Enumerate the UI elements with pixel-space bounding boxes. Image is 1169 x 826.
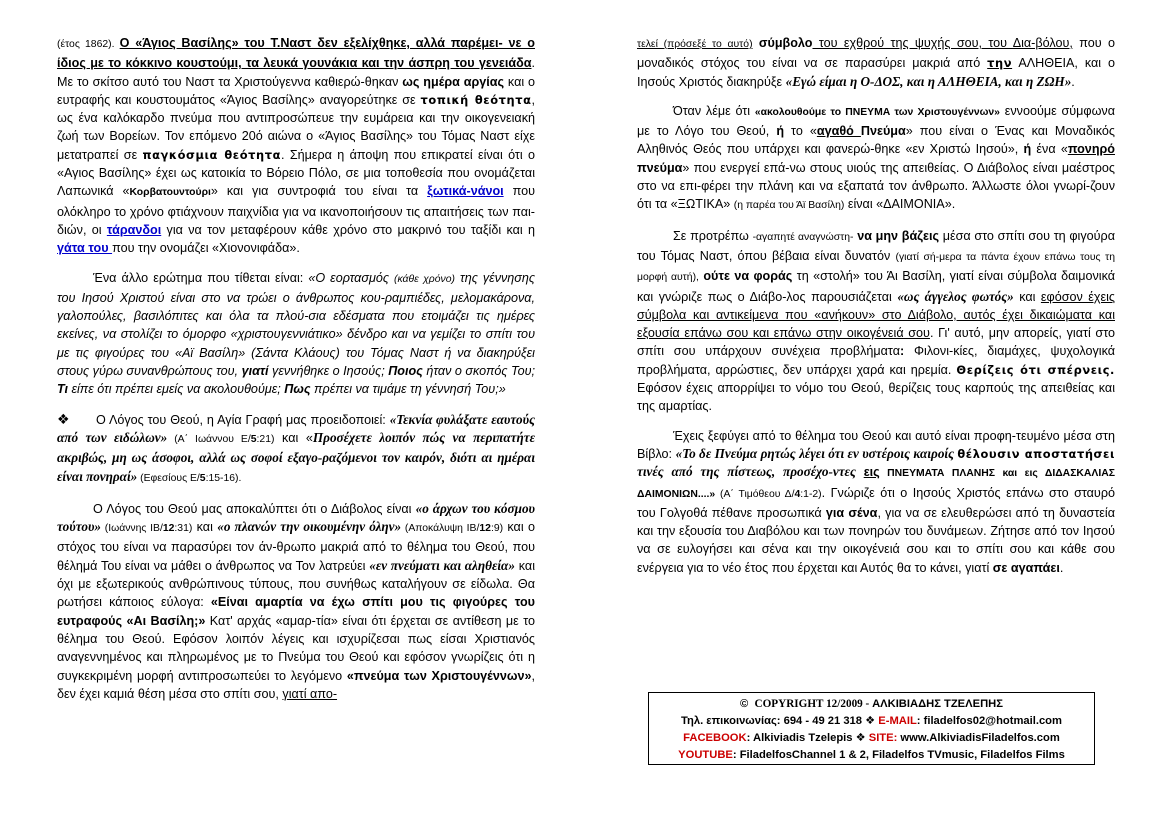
text: και όχι με εξωτερικούς ανθρώπινους τύπους, που συνήθως καταλήγουν σε είδωλα. Θα ρωτήσει κάποιος εύλογα: [57, 558, 535, 610]
text: (η παρέα του Άϊ Βασίλη) [733, 200, 845, 212]
text: «πνεύμα των Χριστουγέννων» [346, 668, 532, 683]
text: και ο ευτραφής και κουστουμάτος «Άγιος Βασίλης» αναγορεύτηκε σε [57, 74, 535, 107]
social-line [649, 730, 1094, 747]
right-column [637, 34, 1115, 577]
text: :9) [490, 523, 504, 535]
text: για σένα [825, 505, 878, 520]
site-link[interactable]: www.AlkiviadisFiladelfos.com [897, 732, 1060, 744]
text: σε αγαπάει [992, 560, 1060, 575]
text: :31) [174, 523, 193, 535]
text: (έτος 1862). [57, 39, 120, 50]
text: γιατί [241, 364, 269, 379]
text: :21) [256, 433, 275, 445]
text: τη «στολή» του Άι Βασίλη, γιατί είναι σύμβολα δαιμονικά και γνώριζε πως ο Διάβο-λος παρουσιάζεται [637, 269, 1116, 304]
text: ούτε να φοράς [703, 269, 793, 284]
text: » και για συντροφιά του είναι τα [210, 184, 428, 199]
text: να μην βάζεις [857, 228, 940, 243]
text: θέλουσιν αποστατήσει [957, 446, 1115, 461]
text: Εφόσον έχεις απορρίψει το νόμο του Θεού, θερίζεις τους καρπούς της απειθείας και της αμαρτίας. [637, 381, 1115, 414]
text: «Ο εορτασμός [308, 270, 395, 285]
text: Σε προτρέπω [673, 228, 753, 243]
text: τελεί (πρόσεξέ το αυτό) [637, 39, 753, 50]
text: 5 [250, 433, 257, 445]
text: -αγαπητέ αναγνώστη- [752, 231, 854, 243]
text: Όταν λέμε ότι [673, 103, 755, 118]
text: εννοούμε σύμφωνα με το Λόγο του Θεού, [637, 103, 1116, 139]
author-name: ΑΛΚΙΒΙΑΔΗΣ ΤΖΕΛΕΠΗΣ [872, 698, 1003, 710]
text: για να τον μεταφέρουν κάθε χρόνο στο μακρινό του ταξίδι και η [161, 222, 535, 237]
youtube-label: YOUTUBE [678, 749, 733, 761]
text: εφόσον έχεις σύμβολα και αντικείμενα που «ανήκουν» στο Διάβολο, αυτός έχει δικαιώματα και εξουσία επάνω σου και επάνω στην οικογένειά σου [637, 289, 1115, 341]
text: γεννήθηκε ο Ιησούς; [268, 364, 389, 379]
text: ήταν ο σκοπός Του; [422, 364, 535, 379]
text: πρέπει να τιμάμε τη γέννησή Του;» [310, 382, 506, 397]
text: 12 [479, 523, 491, 535]
text: Πως [284, 382, 311, 397]
text: πνεύμα [637, 160, 683, 175]
text: » που ενεργεί επά-νω στους υιούς της απειθείας. Ο Διάβολος είναι μαέστρος στο να επι-φέρει την πλάνη και να εξαπατά τον άνθρωπο. Άλλωστε όλοι γνωρί-ζουν ότι τα «ΞΩΤΙΚΑ» [637, 160, 1115, 212]
text: Θερίζεις ότι σπέρνεις. [956, 362, 1115, 377]
text: «ο άρχων του κόσμου τούτου» [57, 500, 535, 535]
text: «εν πνεύματι και αληθεία» [369, 557, 515, 573]
text: που ολόκληρο το χρόνο φτιάχνουν παιχνίδια για να ικανοποιήσουν τις απαιτήσεις των παι-διών, οι [57, 184, 536, 237]
text: 4 [794, 488, 801, 500]
text: παγκόσμια θεότητα [142, 147, 281, 162]
text: (Εφεσίους Ε/ [137, 472, 200, 484]
text: που την ονομάζει «Χιονονιφάδα». [112, 241, 300, 256]
text: Τι [57, 382, 68, 397]
text: και [192, 520, 218, 535]
left-column [57, 34, 535, 703]
text: σύμβολο [758, 36, 813, 50]
right-paragraph-3 [637, 227, 1115, 416]
right-paragraph-1 [637, 34, 1115, 91]
text: , για να σε ελευθερώσει από τη δυναστεία και την εξουσία του Διαβόλου και των πονηρών του δυνάμεων. Ζήτησε από τον Ιησού να σε ευλογήσει και σένα και την οικογένειά σου και το σπίτι σου και κάθε σου ενέργεια για το νέο έτος που έρχεται και Αυτός θα το κάνει, γιατί [637, 505, 1115, 575]
email-label: E-MAIL [878, 715, 917, 727]
text: (Ιωάννης ΙΒ/ [101, 523, 163, 535]
text: πονηρό [1067, 142, 1115, 157]
text: ένα « [1031, 142, 1068, 157]
text: της γέννησης του Ιησού Χριστού είναι στο να τρώει ο άνθρωπος κου-ραμπιέδες, μελομακάρονα, γαλοπούλες, βασιλόπιτες και όλα τα πλού-σια εδέσματα που ετοιμάζει τις ημέρες εκείνες, να στολίζει το όμορφο «χριστουγεννιάτικο» δένδρο και να γεμίζει το σπίτι του με τις φιγούρες του «Αϊ Βασίλη» (Σάντα Κλάους) του Τόμας Ναστ ή να διακηρύξει στους γύρω συνανθρώπους του, [57, 270, 535, 379]
tarandoi-link[interactable]: τάρανδοι [106, 222, 162, 237]
text: :1-2) [800, 488, 822, 500]
copyright-text: COPYRIGHT 12/2009 - [754, 698, 873, 710]
text: Προσέχετε λοιπόν πώς να περιπατήτε ακριβώς, μη ως άσοφοι, αλλά ως σοφοί εξαγο-ραζόμενοι τον καιρόν, διότι αι ημέραι είναι πονηραί» [57, 429, 535, 484]
text: Ο «Άγιος Βασίλης» του Τ.Ναστ δεν εξελίχθηκε, αλλά παρέμει- νε ο ίδιος με το κόκκινο κουστούμι, τα λευκά γουνάκια και την άσπρη του γενειάδα [57, 36, 535, 71]
text: . Με το σκίτσο αυτό του Ναστ τα Χριστούγεννα καθιερώ-θηκαν [57, 56, 535, 89]
text: είπε ότι πρέπει εμείς να ακολουθούμε; [67, 382, 285, 397]
text: μέσα στο σπίτι σου τη φιγούρα του Τόμας Ναστ, όπου βέβαια είναι δυνατόν [637, 228, 1115, 263]
text: (κάθε χρόνο) [394, 273, 455, 285]
text: ΠΝΕΥΜΑΤΑ ΠΛΑΝΗΣ και εις ΔΙΔΑΣΚΑΛΙΑΣ ΔΑΙΜΟΝΙΩΝ....» [637, 468, 1115, 500]
text: Ο Λόγος του Θεού μας αποκαλύπτει ότι ο Διάβολος είναι [93, 501, 416, 516]
diamond-separator-icon: ❖ [855, 732, 866, 744]
text: Κορβατουντούρι [129, 187, 211, 199]
text: Ένα άλλο ερώτημα που τίθεται είναι: [93, 270, 309, 285]
xotika-link[interactable]: ξωτικά-νάνοι [427, 184, 504, 199]
text: ως ημέρα αργίας [402, 74, 505, 89]
site-label: SITE: [868, 732, 898, 744]
text: «Εγώ είμαι η Ο-ΔΟΣ, και η ΑΛΗΘΕΙΑ, και η ΖΩΗ» [785, 73, 1072, 89]
text: Ο Λόγος του Θεού, η Αγία Γραφή μας προειδοποιεί: [95, 412, 390, 427]
text: τοπική θεότητα [420, 92, 532, 107]
text: (Α΄ Ιωάννου Ε/ [167, 433, 251, 445]
diamond-bullet-icon: ❖ [57, 411, 70, 428]
copyright-icon: © [740, 698, 749, 710]
contact-line [649, 713, 1094, 730]
text: (Αποκάλυψη ΙΒ/ [401, 523, 480, 535]
text: , δεν έχει καμιά θέση μέσα στο σπίτι σου, [57, 668, 535, 701]
text: » που είναι ο Ένας και Μοναδικός Αληθινός Θεός που υπάρχει και φανερώ-θηκε «εν Χριστώ Ιησού», [637, 124, 1115, 157]
text: «ως άγγελος φωτός» [897, 288, 1014, 304]
youtube-channels[interactable]: : FiladelfosChannel 1 & 2, Filadelfos TVmusic, Filadelfos Films [732, 749, 1065, 761]
text: αγαθό [816, 124, 861, 139]
email-link[interactable]: : filadelfos02@hotmail.com [916, 715, 1062, 727]
text: . Γνώριζε ότι ο Ιησούς Χριστός επάνω στο σταυρό του Γολγοθά πέθανε προσωπικά [637, 485, 1115, 520]
text: και [1013, 289, 1041, 304]
text: ΑΛΗΘΕΙΑ, και ο Ιησούς Χριστός διακηρύξε [637, 56, 1116, 89]
text: 12 [162, 523, 175, 535]
text: (Α΄ Τιμόθεου Δ/ [715, 488, 795, 500]
text: Έχεις ξεφύγει από το θέλημα του Θεού και αυτό είναι προφη-τευμένο μέσα στη Βίβλο: [637, 428, 1115, 461]
copyright-line [649, 696, 1094, 713]
diamond-separator-icon: ❖ [865, 715, 876, 727]
text: εις [863, 465, 880, 480]
text: Πνεύμα [860, 124, 906, 139]
text: :15-16). [205, 472, 242, 484]
right-paragraph-4 [637, 427, 1115, 577]
text: το « [784, 124, 817, 139]
left-paragraph-1 [57, 34, 535, 258]
text: , ως ένα καλόκαρδο πνεύμα που αντιπροσώπευε την ευμάρεια και την οικογενειακή ζωή των Βορείων. Τον επόμενο 20ό αιώνα ο «Άγιος Βασίλης» του Τόμας Ναστ είχε μετατραπεί σε [57, 92, 536, 162]
text: . [1071, 74, 1075, 89]
text: «ο πλανών την οικουμένην όλην» [217, 519, 402, 535]
text: τινές από της πίστεως, προσέχο-ντες [637, 464, 864, 480]
text: . [1059, 560, 1064, 575]
text: Κατ' αρχάς «αμαρ-τία» είναι ότι έρχεται σε αντίθεση με το θέλημα του Θεού. Εφόσον λοιπόν λέγεις και ισχυρίζεσαι πως είσαι Χριστιανός αναγεννημένος και πληρωμένος με το Πνεύμα του Θεού και εφόσον γνωρίζεις ότι η συγκεκριμένη μορφή αντιπροσωπεύει το λεγόμενο [57, 613, 535, 683]
text: Φιλονι-κίες, διαμάχες, ψυχολογικά προβλήματα, αρρώστιες, δεν υπάρχει χαρά και ηρεμία. [637, 344, 1116, 377]
facebook-label: FACEBOOK [683, 732, 747, 744]
text: την [987, 56, 1013, 71]
text: «Το δε Πνεύμα ρητώς λέγει ότι εν υστέροις καιροίς [675, 445, 958, 461]
text: 5 [199, 472, 206, 484]
text: και ο στόχος του είναι να παρασύρει τον άν-θρωπο μακριά από το θέλημα του Θεού, που θέλημά Του είναι να μάθει ο άνθρωπος να Τον λατρεύει [57, 520, 535, 573]
left-paragraph-4 [57, 500, 535, 703]
text: . Γι' αυτό, μην απορείς, γιατί στο σπίτι σου υπάρχουν συνέχεια προβλήματα [637, 326, 1115, 359]
left-paragraph-3 [57, 411, 535, 488]
phone-text: Τηλ. επικοινωνίας: 694 - 49 21 318 [681, 715, 866, 727]
facebook-link[interactable]: : Alkiviadis Tzelepis [746, 732, 856, 744]
text: . Σήμερα η άποψη που επικρατεί είναι ότι ο «Αγιος Βασίλης» έχει ως κατοικία το Βόρειο Πόλο, σε μια τοποθεσία που ονομάζεται Λαπωνικά « [57, 147, 535, 199]
youtube-line [649, 747, 1094, 764]
text: γιατί απο- [282, 686, 338, 701]
text: : [900, 344, 905, 359]
copyright-box [648, 692, 1095, 765]
text: είναι «ΔΑΙΜΟΝΙΑ». [844, 197, 956, 212]
text: ή [1023, 142, 1032, 157]
text: του εχθρού της ψυχής σου, του Δια-βόλου, [812, 36, 1073, 50]
text: που ο μοναδικός στόχος του είναι να σε παρασύρει μακριά από [637, 36, 1116, 71]
gata-link[interactable]: γάτα του [57, 241, 113, 256]
text: «ακολουθούμε το ΠΝΕΥΜΑ των Χριστουγέννων» [754, 106, 1000, 118]
left-paragraph-2 [57, 269, 535, 399]
text: «Τεκνία φυλάξατε εαυτούς από των ειδώλων» [57, 411, 535, 445]
text: «Είναι αμαρτία να έχω σπίτι μου τις φιγούρες του ευτραφούς «Αι Βασίλη;» [57, 595, 535, 628]
text: και « [274, 430, 313, 445]
text: Ποιος [388, 364, 423, 379]
right-paragraph-2 [637, 102, 1115, 216]
text: ή [776, 124, 785, 139]
text: (γιατί σή-μερα τα πάντα έχουν επάνω τους τη μορφή αυτή), [637, 251, 1115, 284]
